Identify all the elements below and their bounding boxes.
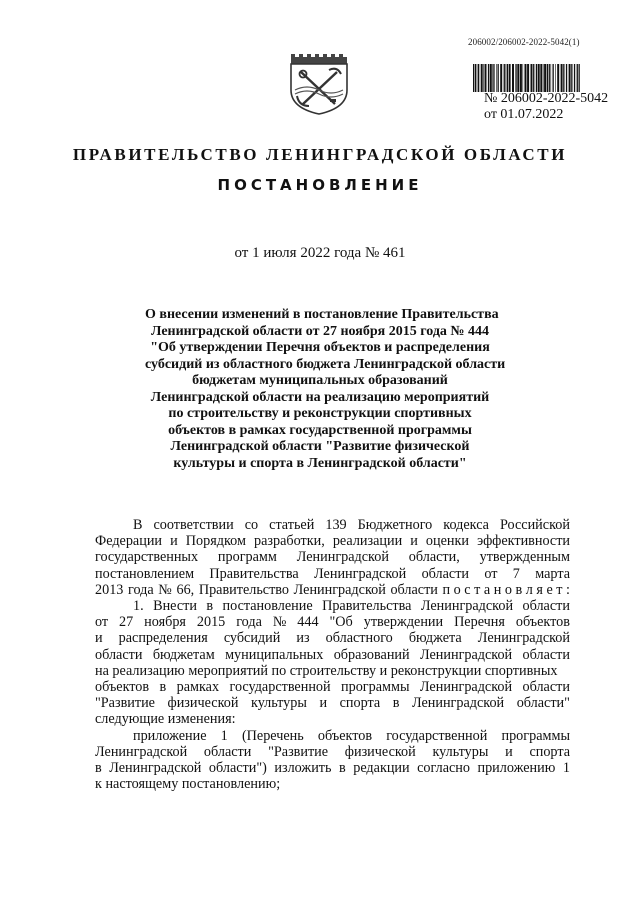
body-word: статьей <box>269 517 315 533</box>
body-line <box>95 614 570 630</box>
body-word: государственных <box>95 549 199 566</box>
body-word: государственной <box>386 727 488 744</box>
body-word: постановление <box>222 598 313 615</box>
body-word: "Об <box>329 614 353 631</box>
body-word: программы <box>501 727 570 744</box>
subject-line: Ленинградской области на реализацию мероприятий <box>150 389 490 405</box>
body-word: эффективности <box>477 533 570 550</box>
registration-date: от 01.07.2022 <box>484 107 564 122</box>
body-word: в <box>206 598 214 615</box>
body-word: областного <box>325 630 393 647</box>
body-word: Внести <box>153 598 197 615</box>
body-word: оценки <box>425 533 469 550</box>
body-word: следующие изменения: <box>95 711 236 728</box>
resolution-subject <box>145 307 506 472</box>
body-word: ноября <box>144 614 186 631</box>
body-word: Ленинградской <box>411 695 505 712</box>
body-line <box>95 566 570 582</box>
body-word: физической <box>167 695 239 712</box>
body-word: согласно <box>417 760 470 777</box>
body-word: Ленинградской <box>95 743 188 760</box>
body-word: 1. <box>133 598 144 615</box>
body-word: объектов <box>95 679 150 696</box>
body-word: В <box>133 517 143 533</box>
body-word: и <box>505 743 513 760</box>
body-word: бюджетам <box>152 646 215 663</box>
body-word: Федерации <box>95 533 163 550</box>
body-word: 1 <box>220 727 228 744</box>
body-line <box>95 630 570 646</box>
body-word: области <box>203 743 252 760</box>
body-word: в <box>95 760 102 777</box>
body-line <box>95 598 570 614</box>
body-word: в <box>392 695 400 712</box>
body-word: и <box>170 533 178 550</box>
body-word: Порядком <box>185 533 246 550</box>
subject-line: Ленинградской области "Развитие физической <box>170 439 470 454</box>
body-word: от <box>95 614 109 631</box>
body-line <box>95 744 570 760</box>
body-word: в <box>339 760 346 777</box>
subject-line: О внесении изменений в постановление Правительства <box>145 307 499 322</box>
body-line <box>95 533 570 549</box>
resolution-date-number: от 1 июля 2022 года № 461 <box>234 245 406 261</box>
body-word: государственной <box>229 679 331 696</box>
body-word: Ленинградской <box>419 646 513 663</box>
body-word: 27 <box>119 614 134 631</box>
body-word: 2015 <box>196 614 226 631</box>
body-word: 7 <box>512 565 520 582</box>
coat-of-arms-icon <box>285 50 353 116</box>
body-line <box>95 711 570 727</box>
body-word: утвержденным <box>479 549 570 566</box>
body-word: области") <box>208 760 267 777</box>
body-word: приложению <box>477 760 556 777</box>
government-title: ПРАВИТЕЛЬСТВО ЛЕНИНГРАДСКОЙ ОБЛАСТИ <box>72 145 568 164</box>
body-word: 444 <box>297 614 319 631</box>
body-word: области <box>522 679 570 696</box>
body-word: программы <box>341 679 410 696</box>
body-word: объектов <box>317 727 373 744</box>
body-line <box>95 728 570 744</box>
body-word: области <box>522 646 570 663</box>
body-line <box>95 663 570 679</box>
body-line <box>95 695 570 711</box>
body-word: муниципальных <box>225 646 324 663</box>
body-word: и <box>410 533 418 550</box>
body-word: Ленинградской <box>296 549 389 566</box>
body-line <box>95 760 570 776</box>
body-line <box>95 549 570 565</box>
body-word: № <box>272 614 287 631</box>
body-word: № <box>158 581 172 598</box>
body-word: Бюджетного <box>357 517 433 533</box>
body-word: (Перечень <box>241 727 304 744</box>
body-line <box>95 647 570 663</box>
body-word: утверждении <box>363 614 444 631</box>
body-word: области" <box>516 695 570 712</box>
body-word: на реализацию мероприятий по строительству и реконструкции спортивных <box>95 662 558 679</box>
subject-line: объектов в рамках государственной программы <box>168 422 472 438</box>
body-word: области, <box>408 549 460 566</box>
body-word: редакции <box>353 760 410 777</box>
body-word: Правительства <box>209 565 299 582</box>
body-line <box>95 679 570 695</box>
registration-code: 206002/206002-2022-5042(1) <box>468 37 580 47</box>
body-word: области <box>390 581 438 598</box>
body-word: постановлением <box>95 565 195 582</box>
resolution-body <box>95 517 570 792</box>
body-word: 1 <box>562 760 570 777</box>
body-word: объектов <box>515 614 570 631</box>
body-word: Правительства <box>322 598 412 615</box>
body-word: разработки, <box>254 533 325 550</box>
body-word: года <box>236 614 262 631</box>
body-word: 139 <box>325 517 347 533</box>
body-word: культуры <box>251 695 307 712</box>
body-word: кодекса <box>443 517 489 533</box>
body-word: и <box>319 695 328 712</box>
body-word: от <box>484 565 498 582</box>
body-word: образований <box>333 646 410 663</box>
registration-stamp <box>484 91 608 123</box>
body-word: Перечня <box>454 614 505 631</box>
body-word: 2013 <box>95 581 124 598</box>
body-word: Российской <box>500 517 570 533</box>
body-word: Ленинградской <box>293 581 386 598</box>
body-word: года <box>128 581 154 598</box>
body-word: Ленинградской <box>314 565 407 582</box>
subject-line: Ленинградской области от 27 ноября 2015 года № 444 <box>151 323 489 339</box>
body-word: рамках <box>176 679 220 696</box>
body-word: культуры <box>432 743 489 760</box>
body-line <box>95 776 570 792</box>
body-word: области <box>421 565 469 582</box>
subject-line: бюджетам муниципальных образований <box>192 373 448 388</box>
body-word: программ <box>217 549 277 566</box>
body-line <box>95 517 570 533</box>
body-word: спорта <box>529 743 570 760</box>
body-word: спорта <box>339 695 381 712</box>
body-word: со <box>244 517 259 533</box>
body-word: "Развитие <box>268 743 329 760</box>
subject-line: по строительству и реконструкции спортивных <box>168 406 472 421</box>
body-word: из <box>296 630 310 647</box>
body-word: Правительство <box>198 581 289 598</box>
body-word: 66, <box>176 581 195 598</box>
body-word: к настоящему постановлению; <box>95 776 281 793</box>
body-line <box>95 582 570 598</box>
body-word: "Развитие <box>95 695 155 712</box>
subject-line: субсидий из областного бюджета Ленинградской области <box>145 356 506 372</box>
body-word: области <box>522 598 570 615</box>
body-word: марта <box>535 565 570 582</box>
body-word: области <box>95 646 143 663</box>
body-word: физической <box>344 743 416 760</box>
subject-line: культуры и спорта в Ленинградской области" <box>173 455 467 471</box>
body-word: соответствии <box>153 517 234 533</box>
body-word: субсидий <box>223 630 281 647</box>
body-word: бюджета <box>408 630 462 647</box>
body-word: распределения <box>118 630 208 647</box>
body-word: в <box>159 679 167 696</box>
registration-number: № 206002-2022-5042 <box>484 91 609 106</box>
document-type: ПОСТАНОВЛЕНИЕ <box>217 176 423 194</box>
subject-line: "Об утверждении Перечня объектов и распределения <box>150 340 490 355</box>
body-word: Ленинградской <box>420 598 514 615</box>
barcode-icon <box>473 64 581 92</box>
body-word: реализации <box>332 533 403 550</box>
body-word: изложить <box>274 760 332 777</box>
body-word: и <box>95 630 103 647</box>
body-word: приложение <box>133 727 207 744</box>
body-word: Ленинградской <box>419 679 513 696</box>
body-word: Ленинградской <box>109 760 202 777</box>
body-word: п о с т а н о в л я е т : <box>442 581 570 598</box>
body-word: Ленинградской <box>477 630 570 647</box>
